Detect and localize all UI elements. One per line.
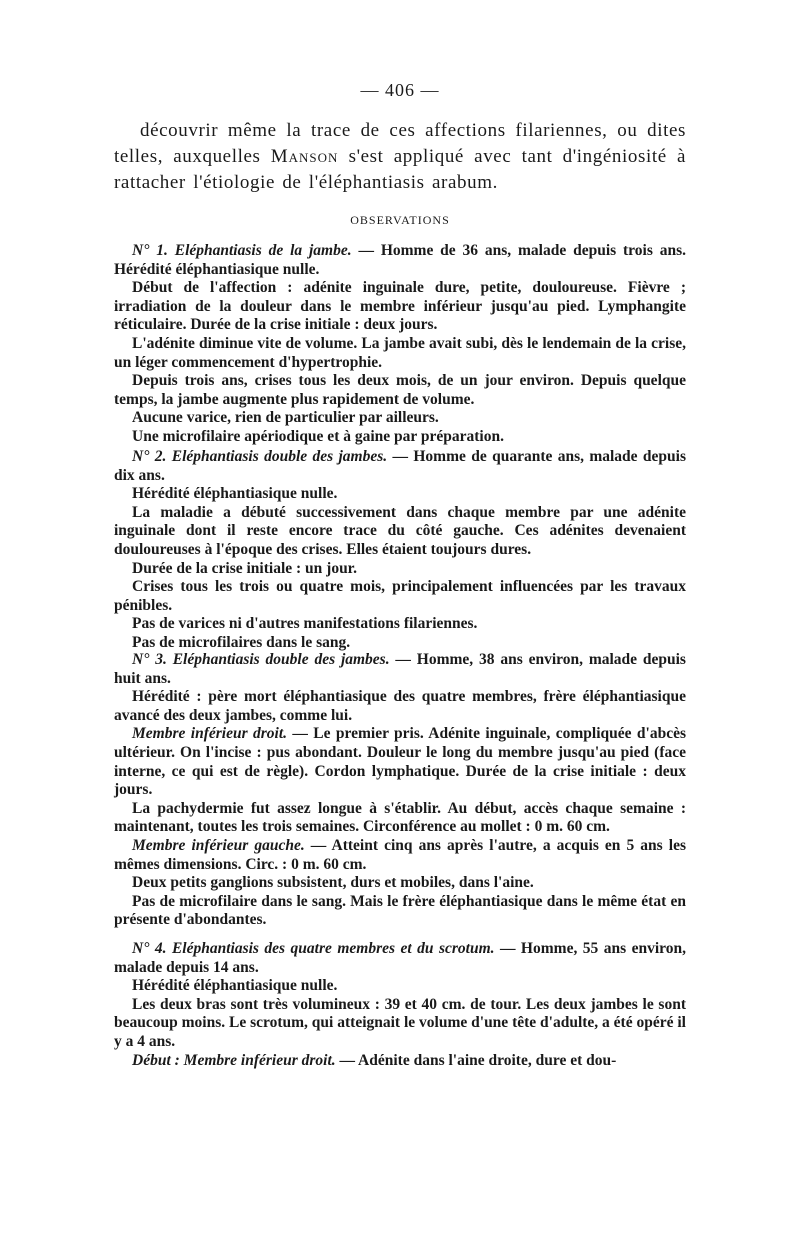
obs-subtitle: Membre inférieur gauche. xyxy=(132,836,305,854)
obs-paragraph: Les deux bras sont très volumineux : 39 et 40 cm. de tour. Les deux jambes le sont beaucoup moins. Le scrotum, qui atteignait le volume d'une tête d'adulte, a été opéré il y a 4 ans. xyxy=(114,995,686,1050)
obs-intro: — Homme, 38 ans environ, malade depuis huit ans. xyxy=(114,651,686,687)
obs-number: N° 4. xyxy=(132,940,167,957)
obs-paragraph: La pachydermie fut assez longue à s'établir. Au début, accès chaque semaine : maintenant, toutes les trois semaines. Circonférence au mollet : 0 m. 60 cm. xyxy=(114,799,686,836)
obs-paragraph: Aucune varice, rien de particulier par ailleurs. xyxy=(132,409,439,427)
obs-paragraph: Hérédité : père mort éléphantiasique des quatre membres, frère éléphantiasique avancé des deux jambes, comme lui. xyxy=(114,688,686,724)
obs-number: N° 2. xyxy=(132,448,167,465)
obs-paragraph: La maladie a débuté successivement dans chaque membre par une adénite inguinale dont il reste encore trace du côté gauche. Ces adénites devenaient douloureuses à l'époque des crises. Elles étaient toujours dures. xyxy=(114,503,686,558)
section-heading: OBSERVATIONS xyxy=(350,213,450,227)
obs-subtitle: Début : Membre inférieur droit. xyxy=(132,1051,336,1069)
obs-intro: — Homme de quarante ans, malade depuis dix ans. xyxy=(114,448,686,484)
observation-4 xyxy=(114,940,686,1070)
intro-text-2: s'est appliqué avec tant d'ingéniosité à rattacher l'étiologie de l'éléphantiasis arabum. xyxy=(114,146,687,193)
author-name: Manson xyxy=(270,146,339,167)
observation-2 xyxy=(114,448,686,653)
obs-number: N° 3. xyxy=(132,651,167,668)
obs-paragraph-text: — Adénite dans l'aine droite, dure et dou- xyxy=(335,1051,617,1069)
obs-paragraph-text: — Le premier pris. Adénite inguinale, compliquée d'abcès ultérieur. On l'incise : pus abondant. Douleur le long du membre jusqu'au pied (face interne, ce qui est de règle). Cordon lymphatique. Durée de la crise initiale : deux jours. xyxy=(114,725,686,799)
obs-intro: — Homme de 36 ans, malade depuis trois ans. Hérédité éléphantiasique nulle. xyxy=(114,242,686,278)
obs-paragraph: Crises tous les trois ou quatre mois, principalement influencées par les travaux pénibles. xyxy=(114,578,686,614)
obs-subtitle: Membre inférieur droit. xyxy=(132,725,288,743)
obs-paragraph: Hérédité éléphantiasique nulle. xyxy=(132,485,338,503)
obs-paragraph: Pas de varices ni d'autres manifestations filariennes. xyxy=(132,615,478,633)
obs-paragraph: Une microfilaire apériodique et à gaine par préparation. xyxy=(132,427,504,445)
page-number: — 406 — xyxy=(360,80,440,100)
obs-title: Eléphantiasis des quatre membres et du scrotum. xyxy=(171,940,495,957)
observation-1 xyxy=(114,242,686,447)
obs-paragraph: Durée de la crise initiale : un jour. xyxy=(132,559,358,577)
obs-paragraph: Deux petits ganglions subsistent, durs et mobiles, dans l'aine. xyxy=(132,874,534,892)
obs-paragraph: Pas de microfilaires dans le sang. xyxy=(132,633,351,651)
obs-title: Eléphantiasis de la jambe. xyxy=(174,242,352,259)
obs-paragraph-text: — Atteint cinq ans après l'autre, a acquis en 5 ans les mêmes dimensions. Circ. : 0 m. 60 cm. xyxy=(114,836,686,873)
obs-number: N° 1. xyxy=(132,242,168,259)
obs-paragraph: L'adénite diminue vite de volume. La jambe avait subi, dès le lendemain de la crise, un léger commencement d'hypertrophie. xyxy=(114,334,686,371)
obs-intro: — Homme, 55 ans environ, malade depuis 14 ans. xyxy=(114,940,686,976)
obs-paragraph: Pas de microfilaire dans le sang. Mais le frère éléphantiasique dans le même état en présente d'abondantes. xyxy=(114,892,686,929)
obs-title: Eléphantiasis double des jambes. xyxy=(171,448,388,465)
observation-3 xyxy=(114,651,686,930)
intro-text-1: découvrir même la trace de ces affections filariennes, ou dites telles, auxquelles xyxy=(114,120,686,167)
obs-paragraph: Début de l'affection : adénite inguinale dure, petite, douloureuse. Fièvre ; irradiation de la douleur dans le membre inférieur jusqu'au pied. Lymphangite réticulaire. Durée de la crise initiale : deux jours. xyxy=(114,279,686,334)
obs-paragraph: Hérédité éléphantiasique nulle. xyxy=(132,977,338,995)
intro-paragraph xyxy=(114,118,686,196)
obs-paragraph: Depuis trois ans, crises tous les deux mois, de un jour environ. Depuis quelque temps, la jambe augmente plus rapidement de volume. xyxy=(114,372,686,408)
obs-title: Eléphantiasis double des jambes. xyxy=(172,651,390,668)
